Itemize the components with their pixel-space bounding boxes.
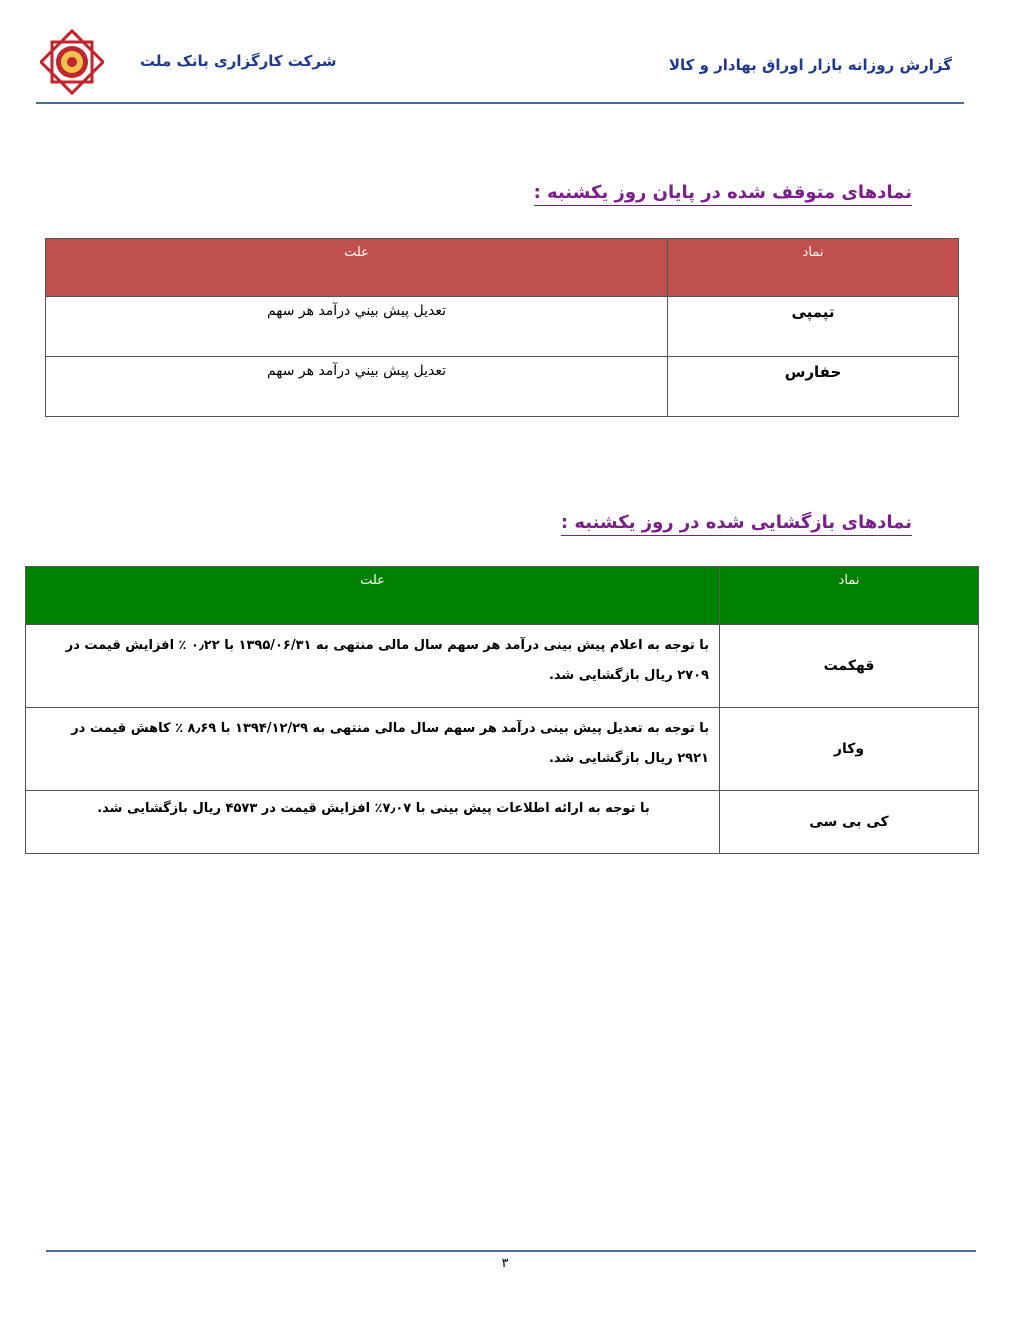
table-row [46,357,959,417]
reopened-symbols-heading: نمادهای بازگشایی شده در روز یکشنبه : [561,512,912,536]
symbol-cell: کی بی سی [720,791,979,854]
symbol-cell: وکار [720,708,979,791]
reason-cell: با توجه به اعلام پیش بینی درآمد هر سهم سال مالی منتهی به ۱۳۹۵/۰۶/۳۱ با ۰٫۲۲ ٪ افزایش قیمت در ۲۷۰۹ ریال بازگشایی شد. [26,625,720,708]
reason-cell: با توجه به ارائه اطلاعات پیش بینی با ۷٫۰۷٪ افزایش قیمت در ۴۵۷۳ ریال بازگشایی شد. [26,791,720,854]
halted-symbols-table [45,238,959,417]
table-row [26,708,979,791]
reason-cell: با توجه به تعدیل پیش بینی درآمد هر سهم سال مالی منتهی به ۱۳۹۴/۱۲/۲۹ با ۸٫۶۹ ٪ کاهش قیمت در ۲۹۲۱ ریال بازگشایی شد. [26,708,720,791]
header-divider [36,102,964,104]
table-row [26,791,979,854]
symbol-cell: حفارس [668,357,959,417]
table-header-row [26,567,979,625]
reason-cell: تعديل پيش بيني درآمد هر سهم [46,297,668,357]
symbol-cell: تپمپی [668,297,959,357]
page-number: ۳ [501,1256,509,1271]
reason-cell: تعديل پيش بيني درآمد هر سهم [46,357,668,417]
footer-divider [46,1250,976,1252]
column-header-symbol: نماد [720,567,979,625]
table-header-row [46,239,959,297]
table-row [26,625,979,708]
column-header-reason: علت [26,567,720,625]
column-header-reason: علت [46,239,668,297]
report-title: گزارش روزانه بازار اوراق بهادار و کالا [668,56,952,74]
reopened-symbols-table [25,566,979,854]
bank-mellat-logo-icon [40,28,104,98]
company-name: شرکت کارگزاری بانک ملت [140,52,337,70]
table-row [46,297,959,357]
halted-symbols-heading: نمادهای متوقف شده در پایان روز یکشنبه : [534,182,912,206]
column-header-symbol: نماد [668,239,959,297]
symbol-cell: قهکمت [720,625,979,708]
